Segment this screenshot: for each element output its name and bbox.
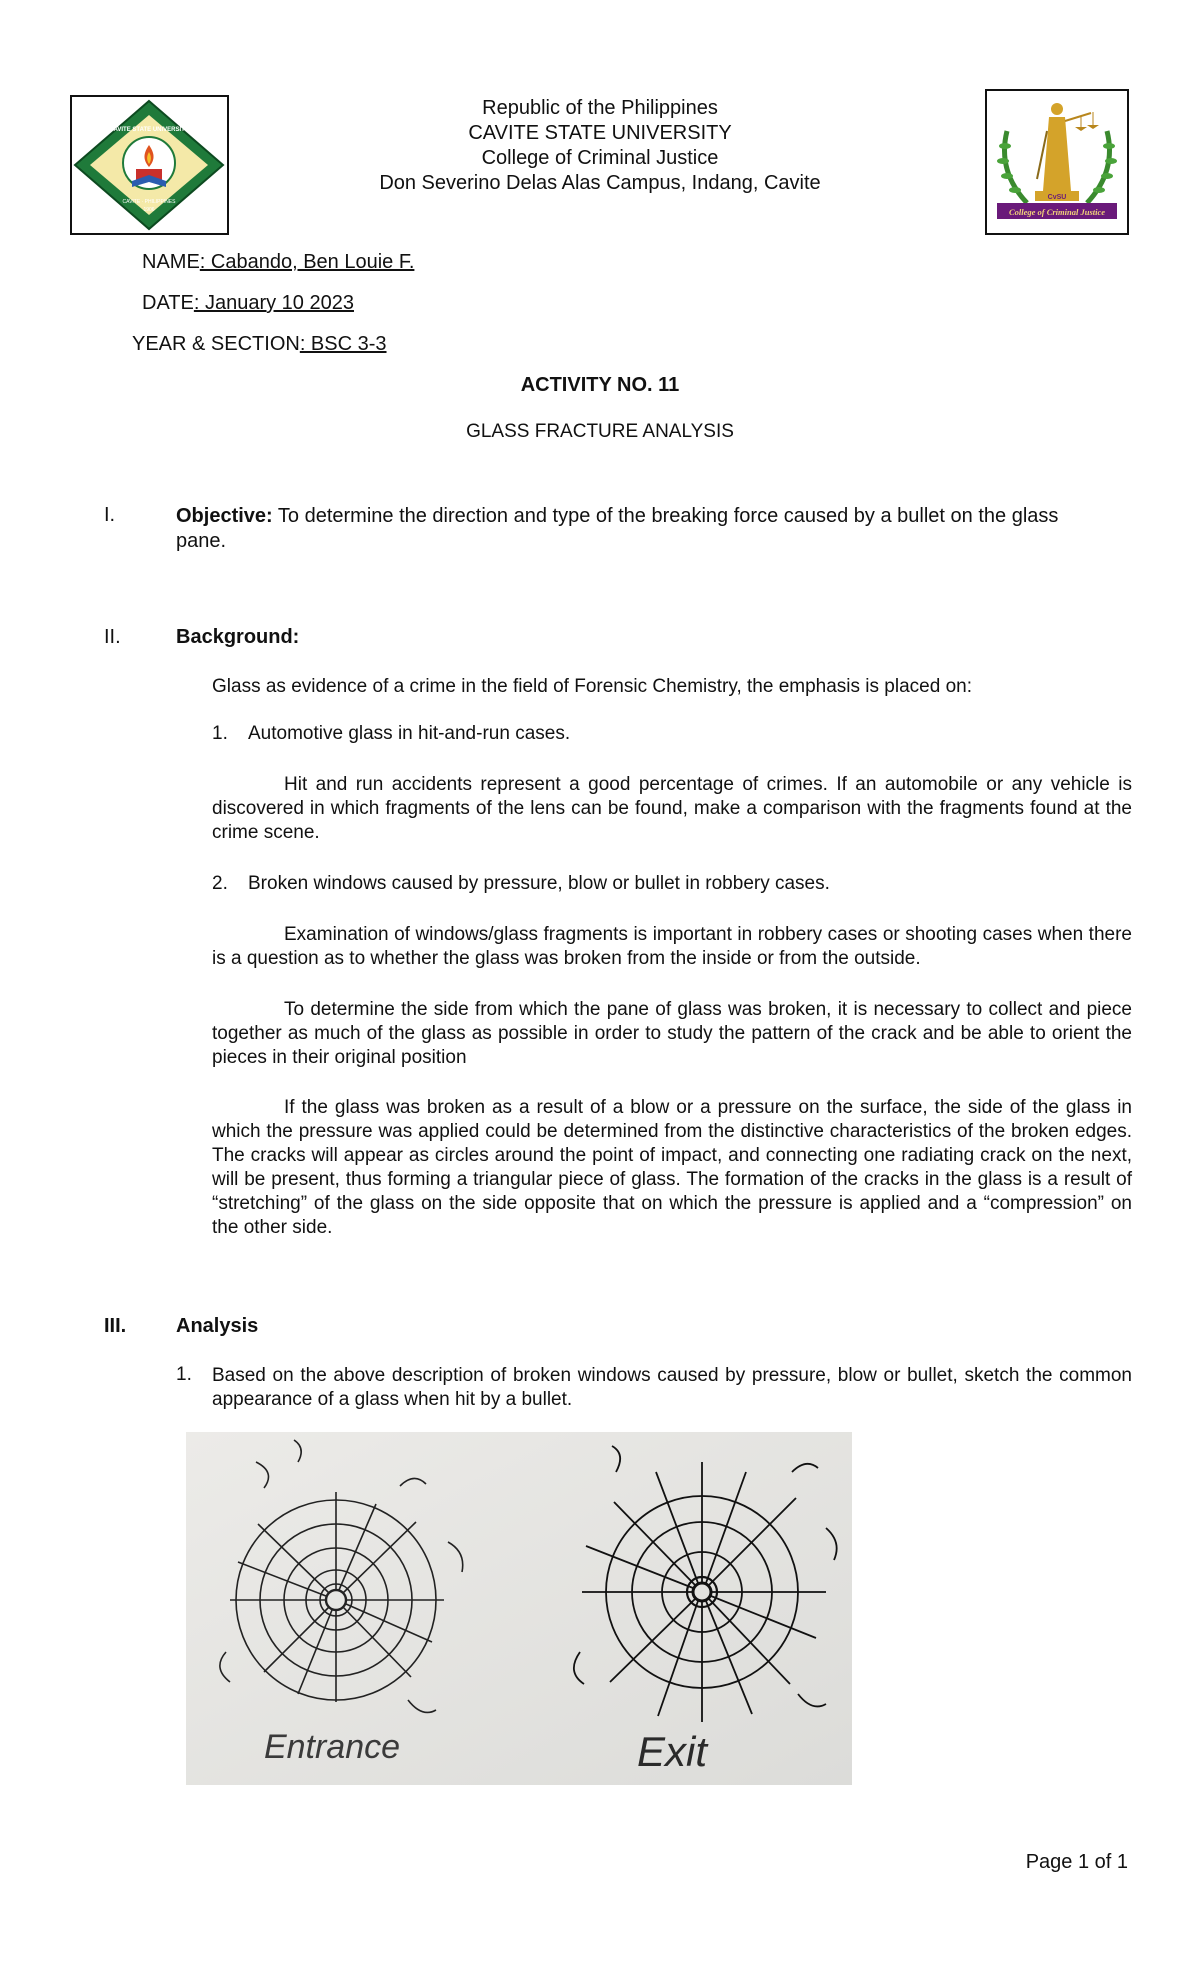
background-numeral: II. [104,626,121,648]
name-label: NAME [142,251,200,273]
analysis-numeral: III. [104,1315,127,1337]
question1-number: 1. [176,1364,192,1385]
section-label: YEAR & SECTION [132,333,300,355]
sketch-label-exit: Exit [636,1728,708,1775]
activity-subtitle: GLASS FRACTURE ANALYSIS [466,421,734,442]
lady-justice-icon [987,91,1127,233]
section-value: : BSC 3-3 [299,333,387,355]
background-intro: Glass as evidence of a crime in the field of Forensic Chemistry, the emphasis is placed on: [212,676,972,697]
background-heading: Background: [176,626,300,648]
right-logo-badge: CvSU [1047,194,1067,201]
item2-title: Broken windows caused by pressure, blow or bullet in robbery cases. [248,873,830,894]
section-field [132,333,387,356]
header-republic: Republic of the Philippines [482,97,718,119]
activity-title: ACTIVITY NO. 11 [520,374,680,396]
paragraph-window-examination: Examination of windows/glass fragments is important in robbery cases or shooting cases when there is a question as to whether the glass was broken from the inside or from the outside. [212,924,1132,969]
item2-number: 2. [212,873,228,894]
objective-paragraph [176,504,1086,554]
header-university: CAVITE STATE UNIVERSITY [468,122,732,144]
bullet-sketch-photo [186,1432,852,1785]
name-field [142,251,414,274]
sketch-label-entrance: Entrance [263,1728,401,1766]
right-logo-frame [985,89,1129,235]
header-campus: Don Severino Delas Alas Campus, Indang, Cavite [379,172,821,194]
page-number: Page 1 of 1 [1025,1851,1128,1873]
question1-text: Based on the above description of broken windows caused by pressure, blow or bullet, sketch the common appearance of a glass when hit by a bullet. [212,1365,1132,1410]
item1-number: 1. [212,723,228,744]
left-logo-arc-bottom: CAVITE · PHILIPPINES [122,199,176,205]
objective-numeral: I. [104,504,116,526]
glass-fracture-sketch-icon [186,1432,852,1785]
date-label: DATE [142,292,194,314]
paragraph-determine-side: To determine the side from which the pane of glass was broken, it is necessary to collect and piece together as much of the glass as possible in order to study the pattern of the crack and be able to orient the pieces in their original position [212,999,1132,1068]
objective-text: To determine the direction and type of the breaking force caused by a bullet on the glass pane. [176,505,1059,552]
header-college: College of Criminal Justice [481,147,719,169]
left-logo-arc-top: CAVITE STATE UNIVERSITY [109,127,189,133]
objective-label: Objective: [176,505,273,527]
paragraph-blow-pressure: If the glass was broken as a result of a blow or a pressure on the surface, the side of the glass in which the pressure was applied could be determined from the distinctive characteristics of the broken edges. The cracks will appear as circles around the point of impact, and connecting one radiating crack on the next, will be present, thus forming a triangular piece of glass. The formation of the cracks in the glass is a result of “stretching” of the glass on the side opposite that on which the pressure is applied and a “compression” on the other side. [212,1097,1132,1238]
date-value: : January 10 2023 [193,292,354,314]
left-logo-year: 1906 [143,207,155,213]
analysis-heading: Analysis [176,1315,259,1337]
item1-title: Automotive glass in hit-and-run cases. [248,723,571,744]
name-value: : Cabando, Ben Louie F. [199,251,415,273]
item1-paragraph: Hit and run accidents represent a good percentage of crimes. If an automobile or any vehicle is discovered in which fragments of the lens can be found, make a comparison with the fragments found at the crime scene. [212,774,1132,843]
date-field [142,292,354,315]
right-logo-banner: College of Criminal Justice [1008,207,1106,217]
